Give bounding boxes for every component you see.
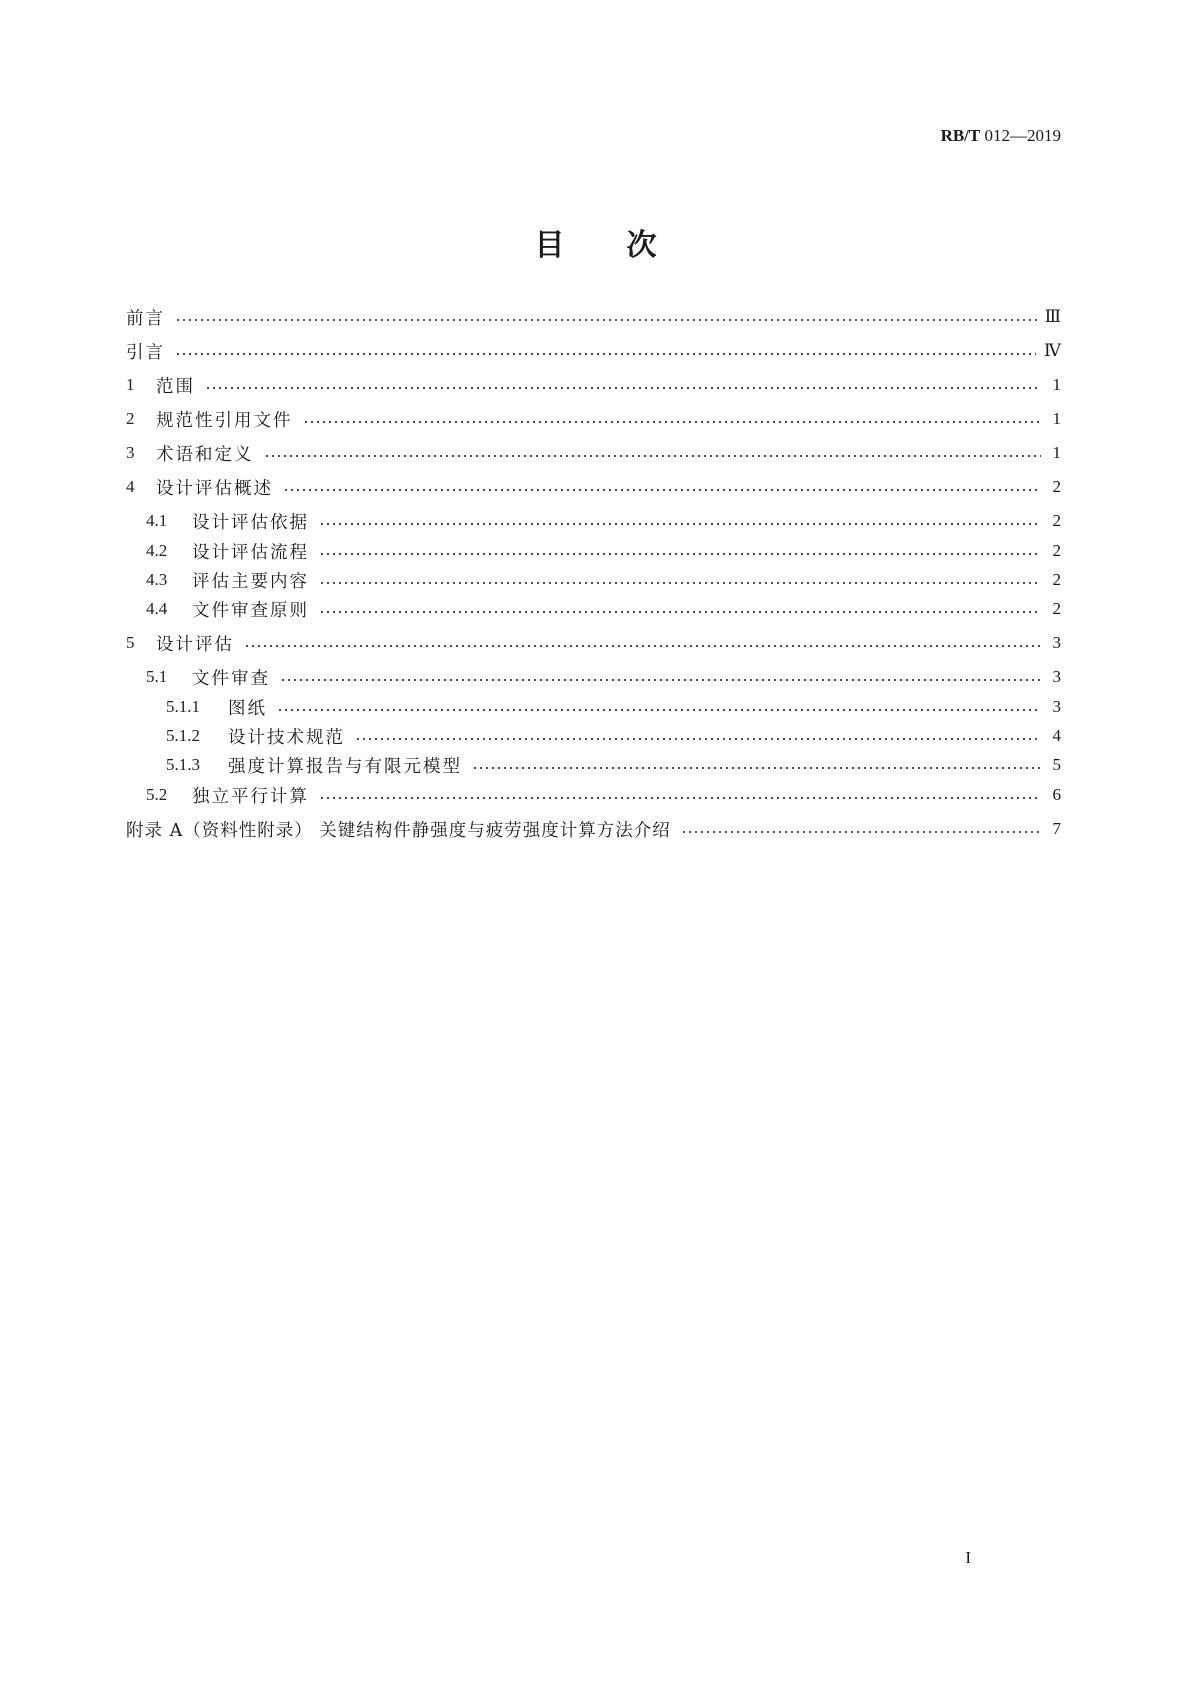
toc-entry-page: 2 xyxy=(1052,599,1061,618)
toc-entry-number: 5.1 xyxy=(146,667,168,686)
dot-leader xyxy=(319,522,1041,526)
toc-entry-number: 5 xyxy=(126,633,135,652)
toc-entry-page: 7 xyxy=(1052,819,1061,838)
toc-entry-label: 文件审查原则 xyxy=(192,600,309,621)
dot-leader xyxy=(472,766,1041,770)
toc-entry-number: 5.1.1 xyxy=(166,697,200,716)
toc-entry-label: 引言 xyxy=(126,342,165,363)
toc-entry-4-1[interactable] xyxy=(146,508,1061,534)
toc-entry-page: 2 xyxy=(1052,477,1061,496)
toc-entry-page: 1 xyxy=(1052,409,1061,428)
page-title-char-2: 次 xyxy=(626,228,657,263)
page-title-char-1: 目 xyxy=(534,228,565,263)
toc-entry-label: 术语和定义 xyxy=(156,444,254,465)
dot-leader xyxy=(205,386,1041,390)
toc-entry-5-2[interactable] xyxy=(146,782,1061,808)
toc-entry-number: 2 xyxy=(126,409,135,428)
toc-entry-number: 5.2 xyxy=(146,785,168,804)
document-code-number: 012—2019 xyxy=(984,126,1061,145)
toc-entry-5[interactable] xyxy=(126,630,1061,656)
toc-entry-5-1[interactable] xyxy=(146,664,1061,690)
toc-entry-number: 5.1.2 xyxy=(166,726,200,745)
toc-entry-2[interactable] xyxy=(126,406,1061,432)
toc-entry-number: 4.3 xyxy=(146,570,168,589)
toc-entry-number: 4.1 xyxy=(146,511,168,530)
toc-entry-label: 设计评估概述 xyxy=(156,478,273,499)
toc-entry-4-4[interactable] xyxy=(146,596,1061,622)
toc-entry-label: 设计技术规范 xyxy=(228,727,345,748)
page-number: I xyxy=(965,1548,971,1567)
toc-entry-label: 设计评估流程 xyxy=(192,542,309,563)
toc-entry-page: 4 xyxy=(1052,726,1061,745)
page-title xyxy=(0,228,1191,264)
toc-entry-number: 3 xyxy=(126,443,135,462)
dot-leader xyxy=(319,796,1041,800)
toc-entry-page: 2 xyxy=(1052,570,1061,589)
toc-entry-label: 独立平行计算 xyxy=(192,786,309,807)
toc-entry-label: 规范性引用文件 xyxy=(156,410,293,431)
toc-entry-page: 5 xyxy=(1052,755,1061,774)
toc-entry-page: 6 xyxy=(1052,785,1061,804)
toc-entry-4[interactable] xyxy=(126,474,1061,500)
toc-entry-label: 图纸 xyxy=(228,698,267,719)
dot-leader xyxy=(319,581,1041,585)
toc-entry-label: 文件审查 xyxy=(192,668,270,689)
toc-entry-label: 强度计算报告与有限元模型 xyxy=(228,756,462,777)
toc-entry-1[interactable] xyxy=(126,372,1061,398)
toc-entry-appendix-a[interactable] xyxy=(126,816,1061,842)
toc-entry-label: 设计评估依据 xyxy=(192,512,309,533)
toc-entry-page: Ⅲ xyxy=(1044,307,1061,326)
toc-entry-5-1-3[interactable] xyxy=(166,752,1061,778)
toc-entry-label: 范围 xyxy=(156,376,195,397)
dot-leader xyxy=(264,454,1042,458)
toc-entry-page: 3 xyxy=(1052,633,1061,652)
toc-entry-5-1-2[interactable] xyxy=(166,723,1061,749)
dot-leader xyxy=(277,708,1041,712)
dot-leader xyxy=(319,552,1041,556)
toc-entry-page: Ⅳ xyxy=(1044,341,1061,360)
toc-entry-3[interactable] xyxy=(126,440,1061,466)
toc-entry-foreword[interactable] xyxy=(126,304,1061,330)
dot-leader xyxy=(244,644,1041,648)
dot-leader xyxy=(280,678,1041,682)
toc-entry-label: 设计评估 xyxy=(156,634,234,655)
toc-entry-number: 4 xyxy=(126,477,135,496)
toc-entry-label: 前言 xyxy=(126,308,165,329)
toc-entry-number: 4.2 xyxy=(146,541,168,560)
dot-leader xyxy=(355,737,1041,741)
dot-leader xyxy=(303,420,1042,424)
toc-entry-introduction[interactable] xyxy=(126,338,1061,364)
dot-leader xyxy=(175,352,1036,356)
toc-entry-number: 5.1.3 xyxy=(166,755,200,774)
document-code-prefix: RB/T xyxy=(940,126,981,145)
toc-entry-4-2[interactable] xyxy=(146,538,1061,564)
dot-leader xyxy=(283,488,1041,492)
document-code xyxy=(941,126,1061,146)
dot-leader xyxy=(319,610,1041,614)
toc-entry-page: 2 xyxy=(1052,541,1061,560)
toc-entry-number: 1 xyxy=(126,375,135,394)
dot-leader xyxy=(681,830,1041,834)
toc-entry-4-3[interactable] xyxy=(146,567,1061,593)
toc-entry-page: 2 xyxy=(1052,511,1061,530)
dot-leader xyxy=(175,318,1037,322)
toc-entry-number: 4.4 xyxy=(146,599,168,618)
toc-entry-page: 1 xyxy=(1052,443,1061,462)
toc-entry-page: 3 xyxy=(1052,697,1061,716)
toc-entry-5-1-1[interactable] xyxy=(166,694,1061,720)
toc-entry-page: 3 xyxy=(1052,667,1061,686)
toc-entry-label: 评估主要内容 xyxy=(192,571,309,592)
toc-entry-label: 附录 A（资料性附录） 关键结构件静强度与疲劳强度计算方法介绍 xyxy=(126,820,671,841)
toc-entry-page: 1 xyxy=(1052,375,1061,394)
